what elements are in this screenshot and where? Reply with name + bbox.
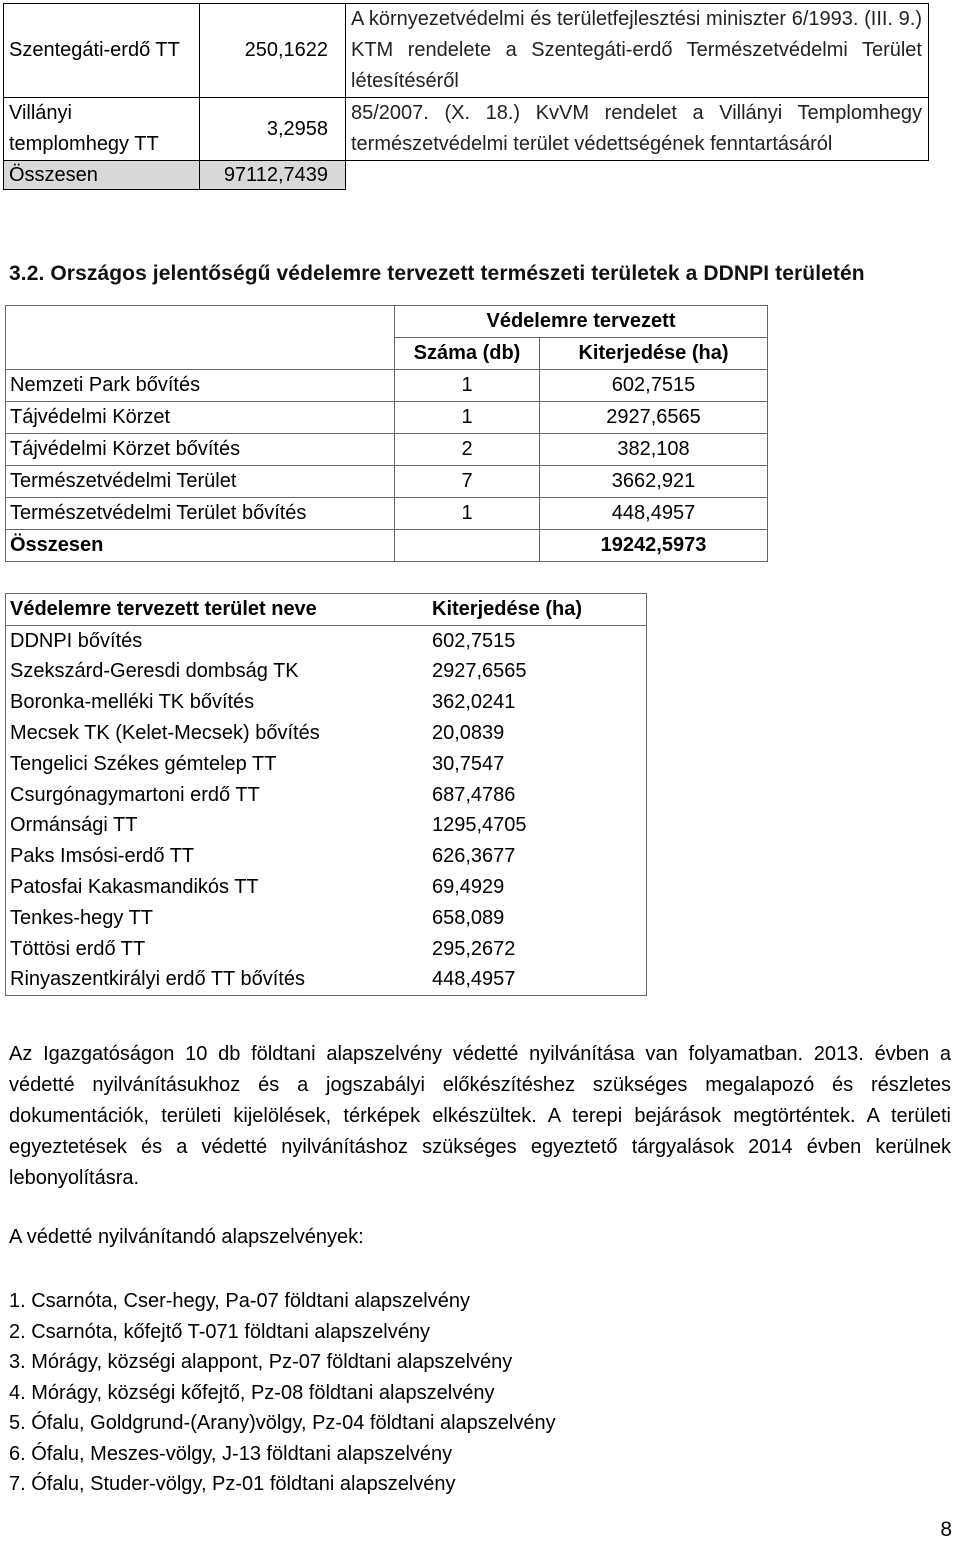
total-value: 97112,7439 bbox=[200, 161, 346, 190]
intro-paragraph: Az Igazgatóságon 10 db földtani alapszelvény védetté nyilvánítása van folyamatban. 2013. évben a védetté nyilvánításukhoz és a jogszabályi előkészítéshez szükséges megalapozó és részletes dokumentációk, területi kijelölések, térképek elkészültek. A terepi bejárások megtörténtek. A területi egyeztetések és a védetté nyilvánításhoz szükséges egyeztető tárgyalások 2014 évben kerülnek lebonyolításra. bbox=[9, 1043, 951, 1189]
area-cell: 3662,921 bbox=[540, 466, 768, 498]
column-header-name: Védelemre tervezett terület neve bbox=[6, 594, 429, 626]
protected-areas-table bbox=[3, 3, 929, 190]
category-label: Természetvédelmi Terület bővítés bbox=[6, 498, 395, 530]
table-row bbox=[6, 841, 647, 872]
table-row bbox=[6, 466, 768, 498]
area-name: Boronka-melléki TK bővítés bbox=[6, 687, 429, 718]
table-header-row bbox=[6, 594, 647, 626]
column-header-area: Kiterjedése (ha) bbox=[428, 594, 647, 626]
table-row bbox=[6, 657, 647, 688]
section-heading: 3.2. Országos jelentőségű védelemre tervezett természeti területek a DDNPI területén bbox=[9, 262, 865, 285]
area-value: 658,089 bbox=[428, 903, 647, 934]
planned-areas-summary-table bbox=[5, 305, 768, 562]
area-name: Csurgónagymartoni erdő TT bbox=[6, 780, 429, 811]
page-number: 8 bbox=[940, 1518, 952, 1541]
area-value: 1295,4705 bbox=[428, 811, 647, 842]
group-header: Védelemre tervezett bbox=[395, 306, 768, 338]
count-cell: 2 bbox=[395, 434, 540, 466]
count-cell: 7 bbox=[395, 466, 540, 498]
count-cell: 1 bbox=[395, 370, 540, 402]
table-row bbox=[4, 98, 929, 161]
area-value: 3,2958 bbox=[200, 98, 346, 161]
total-label: Összesen bbox=[6, 530, 395, 562]
list-item: 6. Ófalu, Meszes-völgy, J-13 földtani alapszelvény bbox=[9, 1442, 453, 1465]
category-label: Tájvédelmi Körzet bővítés bbox=[6, 434, 395, 466]
planned-area-names-table bbox=[5, 593, 647, 996]
total-row bbox=[6, 530, 768, 562]
table-row bbox=[6, 434, 768, 466]
table-row bbox=[6, 370, 768, 402]
total-count bbox=[395, 530, 540, 562]
table-row bbox=[6, 402, 768, 434]
area-value: 448,4957 bbox=[428, 965, 647, 996]
outcrop-list bbox=[9, 1286, 556, 1500]
area-value: 687,4786 bbox=[428, 780, 647, 811]
table-row bbox=[6, 965, 647, 996]
area-cell: 382,108 bbox=[540, 434, 768, 466]
column-header-area: Kiterjedése (ha) bbox=[540, 338, 768, 370]
empty-header-cell bbox=[6, 306, 395, 370]
area-name: Ormánsági TT bbox=[6, 811, 429, 842]
list-item: 4. Mórágy, községi kőfejtő, Pz-08 földtani alapszelvény bbox=[9, 1381, 495, 1404]
area-name: Paks Imsósi-erdő TT bbox=[6, 841, 429, 872]
area-cell: 602,7515 bbox=[540, 370, 768, 402]
count-cell: 1 bbox=[395, 498, 540, 530]
total-row bbox=[4, 161, 929, 190]
total-area: 19242,5973 bbox=[540, 530, 768, 562]
table-row bbox=[6, 749, 647, 780]
table-row bbox=[6, 811, 647, 842]
table-row bbox=[6, 872, 647, 903]
legal-basis: A környezetvédelmi és területfejlesztési miniszter 6/1993. (III. 9.) KTM rendelete a Szentegáti-erdő Természetvédelmi Terület létesítéséről bbox=[346, 4, 929, 98]
area-name: Rinyaszentkirályi erdő TT bővítés bbox=[6, 965, 429, 996]
list-title: A védetté nyilvánítandó alapszelvények: bbox=[9, 1226, 364, 1248]
area-value: 20,0839 bbox=[428, 718, 647, 749]
table-row bbox=[6, 934, 647, 965]
list-item: 2. Csarnóta, kőfejtő T-071 földtani alapszelvény bbox=[9, 1320, 430, 1343]
area-name: Töttösi erdő TT bbox=[6, 934, 429, 965]
table-row bbox=[6, 903, 647, 934]
area-name: Szekszárd-Geresdi dombság TK bbox=[6, 657, 429, 688]
area-name: Szentegáti-erdő TT bbox=[4, 4, 200, 98]
table-row bbox=[6, 780, 647, 811]
category-label: Természetvédelmi Terület bbox=[6, 466, 395, 498]
area-value: 69,4929 bbox=[428, 872, 647, 903]
area-cell: 448,4957 bbox=[540, 498, 768, 530]
area-name: Tenkes-hegy TT bbox=[6, 903, 429, 934]
area-name: DDNPI bővítés bbox=[6, 625, 429, 656]
area-value: 2927,6565 bbox=[428, 657, 647, 688]
area-value: 30,7547 bbox=[428, 749, 647, 780]
table-row bbox=[6, 687, 647, 718]
list-item: 3. Mórágy, községi alappont, Pz-07 földtani alapszelvény bbox=[9, 1351, 513, 1373]
area-value: 626,3677 bbox=[428, 841, 647, 872]
table-row bbox=[6, 718, 647, 749]
total-label: Összesen bbox=[4, 161, 200, 190]
table-row bbox=[6, 625, 647, 656]
area-name: Villányi templomhegy TT bbox=[4, 98, 200, 161]
area-cell: 2927,6565 bbox=[540, 402, 768, 434]
area-value: 602,7515 bbox=[428, 625, 647, 656]
area-name: Patosfai Kakasmandikós TT bbox=[6, 872, 429, 903]
count-cell: 1 bbox=[395, 402, 540, 434]
category-label: Tájvédelmi Körzet bbox=[6, 402, 395, 434]
list-item: 1. Csarnóta, Cser-hegy, Pa-07 földtani alapszelvény bbox=[9, 1290, 470, 1312]
list-item: 7. Ófalu, Studer-völgy, Pz-01 földtani alapszelvény bbox=[9, 1473, 456, 1495]
area-name: Mecsek TK (Kelet-Mecsek) bővítés bbox=[6, 718, 429, 749]
legal-basis: 85/2007. (X. 18.) KvVM rendelet a Villányi Templomhegy természetvédelmi terület védettségének fenntartásáról bbox=[346, 98, 929, 161]
table-row bbox=[4, 4, 929, 98]
empty-cell bbox=[346, 161, 929, 190]
column-header-count: Száma (db) bbox=[395, 338, 540, 370]
area-name: Tengelici Székes gémtelep TT bbox=[6, 749, 429, 780]
area-value: 295,2672 bbox=[428, 934, 647, 965]
table-row bbox=[6, 498, 768, 530]
table-header-row bbox=[6, 306, 768, 338]
area-value: 362,0241 bbox=[428, 687, 647, 718]
category-label: Nemzeti Park bővítés bbox=[6, 370, 395, 402]
area-value: 250,1622 bbox=[200, 4, 346, 98]
list-item: 5. Ófalu, Goldgrund-(Arany)völgy, Pz-04 földtani alapszelvény bbox=[9, 1412, 556, 1434]
